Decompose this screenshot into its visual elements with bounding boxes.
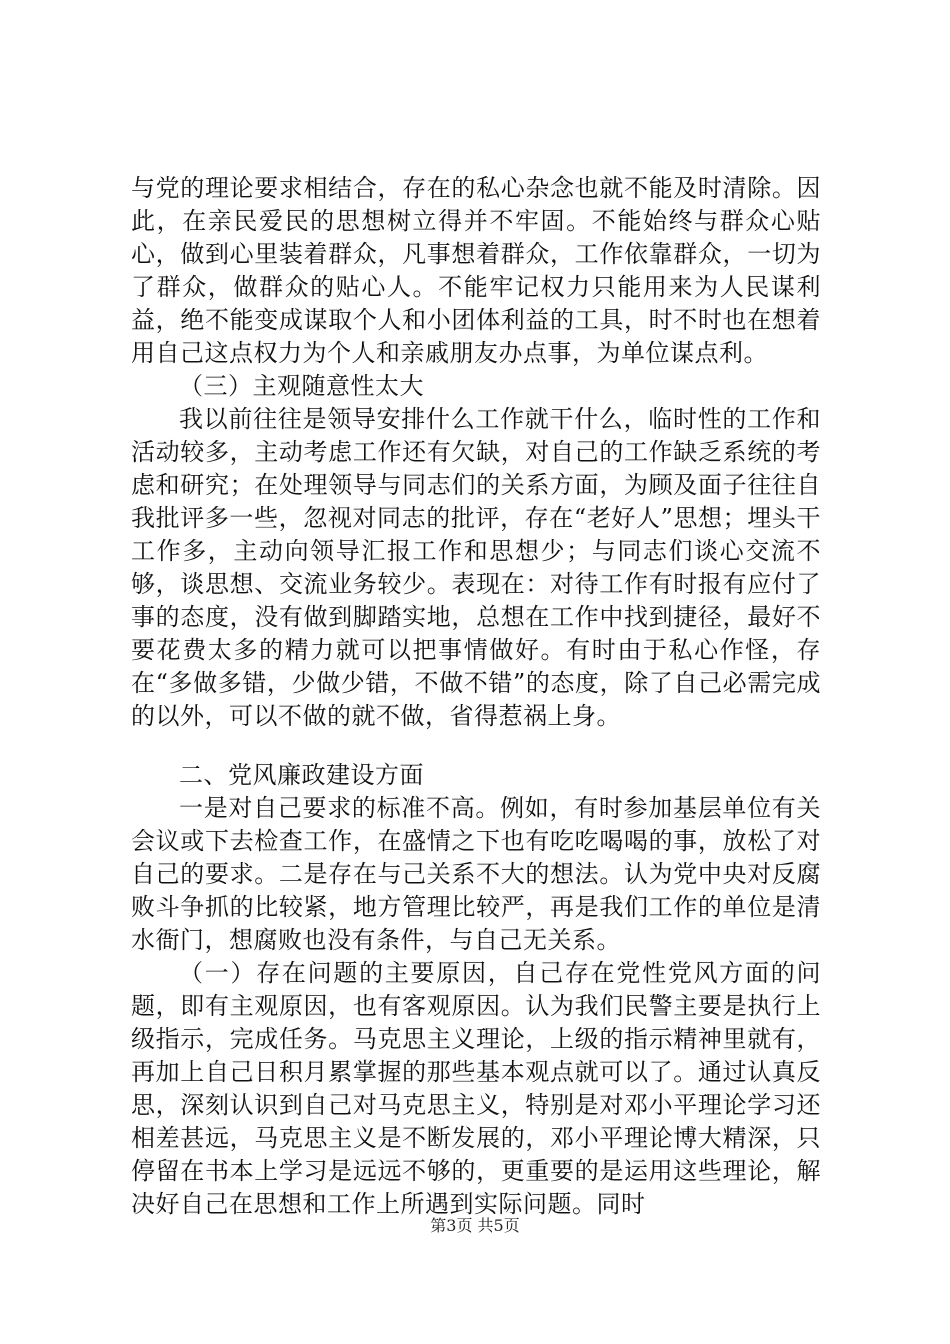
- document-body: [131, 172, 821, 1221]
- page-number-footer: 第3页 共5页: [430, 1216, 520, 1235]
- section-heading-subjective-arbitrariness: （三）主观随意性太大: [179, 372, 424, 400]
- paragraph-work-attitude: 我以前往往是领导安排什么工作就干什么，临时性的工作和活动较多，主动考虑工作还有欠缺，对自己的工作缺乏系统的考虑和研究；在处理领导与同志们的关系方面，为顾及面子往往自我批评多一些，忽视对同志的批评，存在“老好人”思想；埋头干工作多，主动向领导汇报工作和思想少；与同志们谈心交流不够，谈思想、交流业务较少。表现在：对待工作有时报有应付了事的态度，没有做到脚踏实地，总想在工作中找到捷径，最好不要花费太多的精力就可以把事情做好。有时由于私心作怪，存在“多做多错，少做少错，不做不错”的态度，除了自己必需完成的以外，可以不做的就不做，省得惹祸上身。: [131, 405, 821, 730]
- paragraph-continuation: 与党的理论要求相结合，存在的私心杂念也就不能及时清除。因此，在亲民爱民的思想树立得并不牢固。不能始终与群众心贴心，做到心里装着群众，凡事想着群众，工作依靠群众，一切为了群众，做群众的贴心人。不能牢记权力只能用来为人民谋利益，绝不能变成谋取个人和小团体利益的工具，时不时也在想着用自己这点权力为个人和亲戚朋友办点事，为单位谋点利。: [131, 174, 821, 367]
- paragraph-main-causes: （一）存在问题的主要原因，自己存在党性党风方面的问题，即有主观原因，也有客观原因。认为我们民警主要是执行上级指示，完成任务。马克思主义理论，上级的指示精神里就有，再加上自己日积月累掌握的那些基本观点就可以了。通过认真反思，深刻认识到自己对马克思主义，特别是对邓小平理论学习还相差甚远，马克思主义是不断发展的，邓小平理论博大精深，只停留在书本上学习是远远不够的，更重要的是运用这些理论，解决好自己在思想和工作上所遇到实际问题。同时: [131, 959, 821, 1218]
- paragraph-standards: 一是对自己要求的标准不高。例如，有时参加基层单位有关会议或下去检查工作，在盛情之下也有吃吃喝喝的事，放松了对自己的要求。二是存在与己关系不大的想法。认为党中央对反腐败斗争抓的比较紧，地方管理比较严，再是我们工作的单位是清水衙门，想腐败也没有条件，与自己无关系。: [131, 794, 821, 954]
- paragraph-gap: [131, 733, 821, 759]
- section-heading-party-integrity: 二、党风廉政建设方面: [179, 761, 424, 789]
